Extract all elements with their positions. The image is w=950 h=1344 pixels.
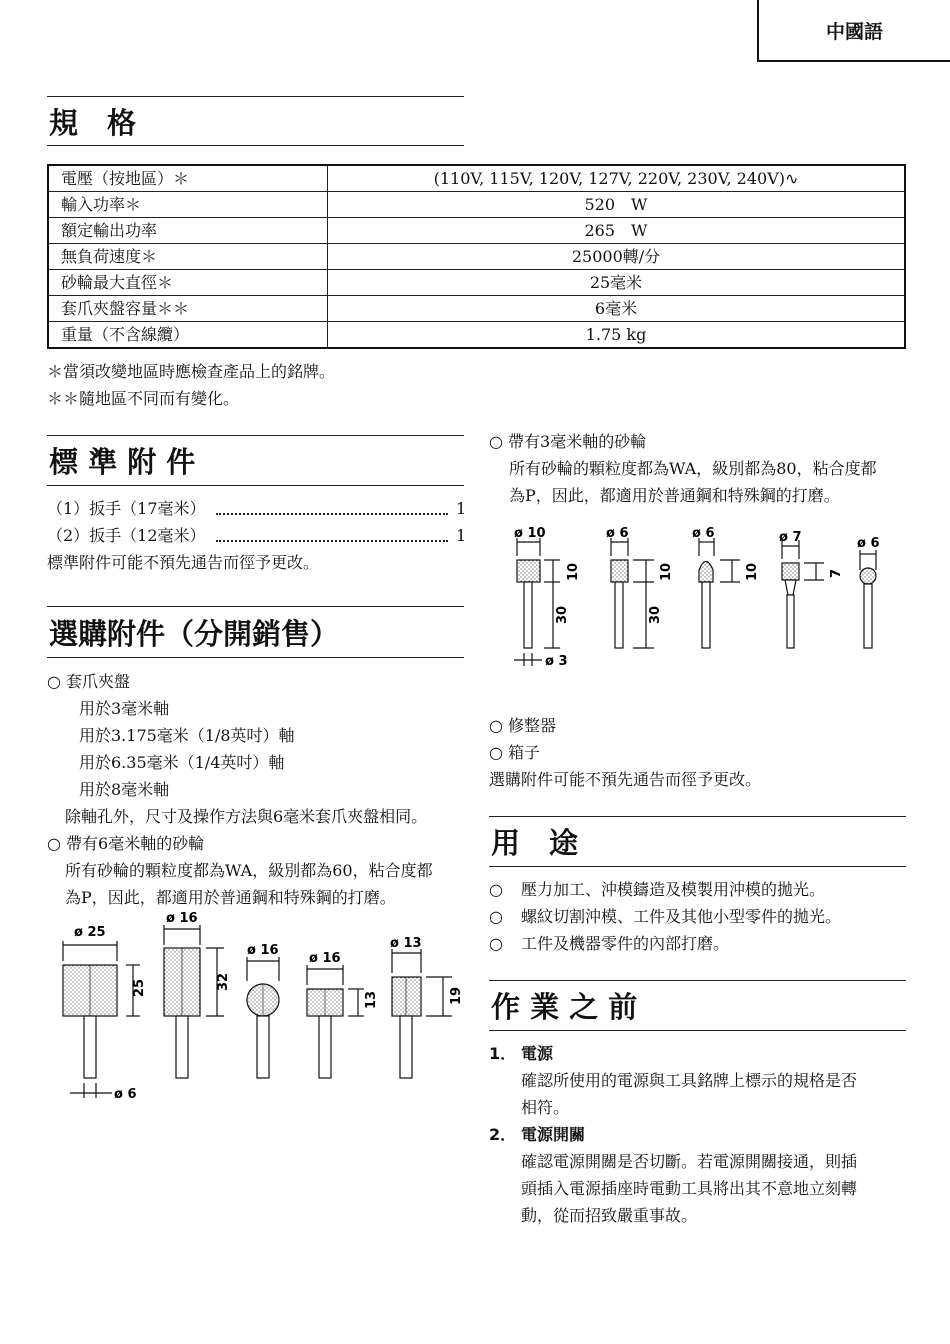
wheel3-desc: 所有砂輪的顆粒度都為WA，級別都為80，粘合度都: [509, 459, 877, 478]
standard-item-2: （2）扳手（12毫米）: [47, 526, 206, 545]
uses-bullet: ○: [489, 907, 503, 926]
spec-label: 額定輸出功率: [48, 218, 328, 244]
dim-label: ø 16: [166, 911, 198, 926]
wheel-ball-6: [860, 568, 876, 584]
optional-note: 選購附件可能不預先通告而徑予更改。: [489, 770, 762, 789]
wheel-7: [782, 563, 799, 580]
specs-heading: 規 格: [49, 106, 137, 140]
rule: [47, 435, 464, 436]
rule: [47, 606, 464, 607]
rule: [489, 1030, 906, 1031]
collet-note: 除軸孔外，尺寸及操作方法與6毫米套爪夾盤相同。: [65, 807, 428, 826]
step-text: 動，從而招致嚴重事故。: [521, 1206, 698, 1225]
dim-label: ø 6: [857, 536, 880, 551]
wheel6-diagram: [40, 905, 480, 1110]
rule: [489, 816, 906, 817]
wheel3-title: ○ 帶有3毫米軸的砂輪: [489, 432, 647, 451]
spec-value: 520 W: [328, 192, 906, 218]
spec-label: 重量（不含線纜）: [48, 322, 328, 349]
collet-title: ○ 套爪夾盤: [47, 672, 131, 691]
spec-label: 套爪夾盤容量＊＊: [48, 296, 328, 322]
step-text: 相符。: [521, 1098, 570, 1117]
rule: [489, 980, 906, 981]
spec-value: 265 W: [328, 218, 906, 244]
leader-dots: [216, 540, 448, 542]
case: ○ 箱子: [489, 743, 541, 762]
table-row: [48, 165, 905, 192]
collet-item: 用於3毫米軸: [79, 699, 170, 718]
collet-item: 用於8毫米軸: [79, 780, 170, 799]
standard-note: 標準附件可能不預先通告而徑予更改。: [47, 553, 320, 572]
dim-label: 30: [555, 605, 570, 624]
dim-label: 32: [216, 972, 231, 991]
before-heading: 作 業 之 前: [491, 990, 638, 1024]
wheel-bullet-6: [699, 562, 713, 583]
dim-label: 10: [566, 562, 581, 581]
step-text: 確認所使用的電源與工具銘牌上標示的規格是否: [521, 1071, 858, 1090]
uses-item: 螺紋切割沖模、工件及其他小型零件的拋光。: [521, 907, 842, 926]
standard-heading: 標 準 附 件: [49, 445, 196, 479]
optional-heading: 選購附件（分開銷售）: [49, 617, 340, 651]
spec-value: 25000轉/分: [328, 244, 906, 270]
wheel3-diagram: [500, 520, 900, 680]
spec-value: 6毫米: [328, 296, 906, 322]
table-row: [48, 270, 905, 296]
dim-label: ø 25: [74, 925, 106, 940]
table-row: [48, 192, 905, 218]
collet-item: 用於6.35毫米（1/4英吋）軸: [79, 753, 285, 772]
dim-label: ø 16: [247, 943, 279, 958]
leader-dots: [216, 513, 448, 515]
spec-value: 1.75 kg: [328, 322, 906, 349]
rule: [47, 145, 464, 146]
uses-item: 工件及機器零件的內部打磨。: [521, 934, 730, 953]
dim-label: ø 13: [390, 936, 422, 951]
step-number: 2．: [489, 1125, 517, 1144]
standard-item-1: （1）扳手（17毫米）: [47, 499, 206, 518]
step-title: 電源開關: [521, 1125, 586, 1144]
uses-bullet: ○: [489, 934, 503, 953]
table-row: [48, 218, 905, 244]
wheel-13x19: [392, 977, 421, 1016]
dresser: ○ 修整器: [489, 716, 557, 735]
step-text: 確認電源開關是否切斷。若電源開關接通，則插: [521, 1152, 858, 1171]
wheel-10: [517, 560, 540, 582]
spec-label: 輸入功率＊: [48, 192, 328, 218]
dim-label: ø 16: [309, 951, 341, 966]
step-text: 頭插入電源插座時電動工具將出其不意地立刻轉: [521, 1179, 858, 1198]
spec-value: (110V, 115V, 120V, 127V, 220V, 230V, 240V)∿: [328, 165, 906, 192]
step-number: 1．: [489, 1044, 517, 1063]
wheel3-desc: 為P，因此，都適用於普通鋼和特殊鋼的打磨。: [509, 486, 840, 505]
standard-item-1-qty: 1: [456, 499, 467, 518]
uses-item: 壓力加工、沖模鑄造及模製用沖模的拋光。: [521, 880, 826, 899]
spec-label: 電壓（按地區）＊: [48, 165, 328, 192]
table-row: [48, 322, 905, 349]
spec-label: 無負荷速度＊: [48, 244, 328, 270]
collet-item: 用於3.175毫米（1/8英吋）軸: [79, 726, 295, 745]
rule: [489, 866, 906, 867]
dim-label: ø 3: [545, 654, 568, 669]
rule: [47, 485, 464, 486]
wheel6-desc: 所有砂輪的顆粒度都為WA，級別都為60，粘合度都: [65, 861, 433, 880]
wheel6-desc: 為P，因此，都適用於普通鋼和特殊鋼的打磨。: [65, 888, 396, 907]
dim-label: ø 6: [606, 526, 629, 541]
standard-item-2-qty: 1: [456, 526, 467, 545]
table-row: [48, 296, 905, 322]
spec-note-1: ＊當須改變地區時應檢查產品上的銘牌。: [47, 362, 336, 381]
dim-label: 25: [132, 978, 147, 997]
rule: [47, 96, 464, 97]
uses-bullet: ○: [489, 880, 503, 899]
dim-label: ø 10: [514, 526, 546, 541]
step-title: 電源: [521, 1044, 554, 1063]
dim-label: ø 6: [114, 1087, 137, 1102]
table-row: [48, 244, 905, 270]
dim-label: 10: [745, 562, 760, 581]
dim-label: 30: [648, 605, 663, 624]
rule: [47, 657, 464, 658]
language-tab: 中國語: [757, 0, 950, 62]
dim-label: ø 7: [779, 530, 802, 545]
wheel6-title: ○ 帶有6毫米軸的砂輪: [47, 834, 205, 853]
uses-heading: 用 途: [491, 826, 579, 860]
dim-label: 10: [659, 562, 674, 581]
dim-label: 19: [449, 986, 464, 1005]
wheel-6: [611, 560, 628, 582]
dim-label: 7: [829, 568, 844, 578]
spec-value: 25毫米: [328, 270, 906, 296]
dim-label: ø 6: [692, 526, 715, 541]
spec-note-2: ＊＊隨地區不同而有變化。: [47, 389, 240, 408]
spec-table: [47, 164, 906, 349]
dim-label: 13: [364, 990, 379, 1009]
spec-label: 砂輪最大直徑＊: [48, 270, 328, 296]
